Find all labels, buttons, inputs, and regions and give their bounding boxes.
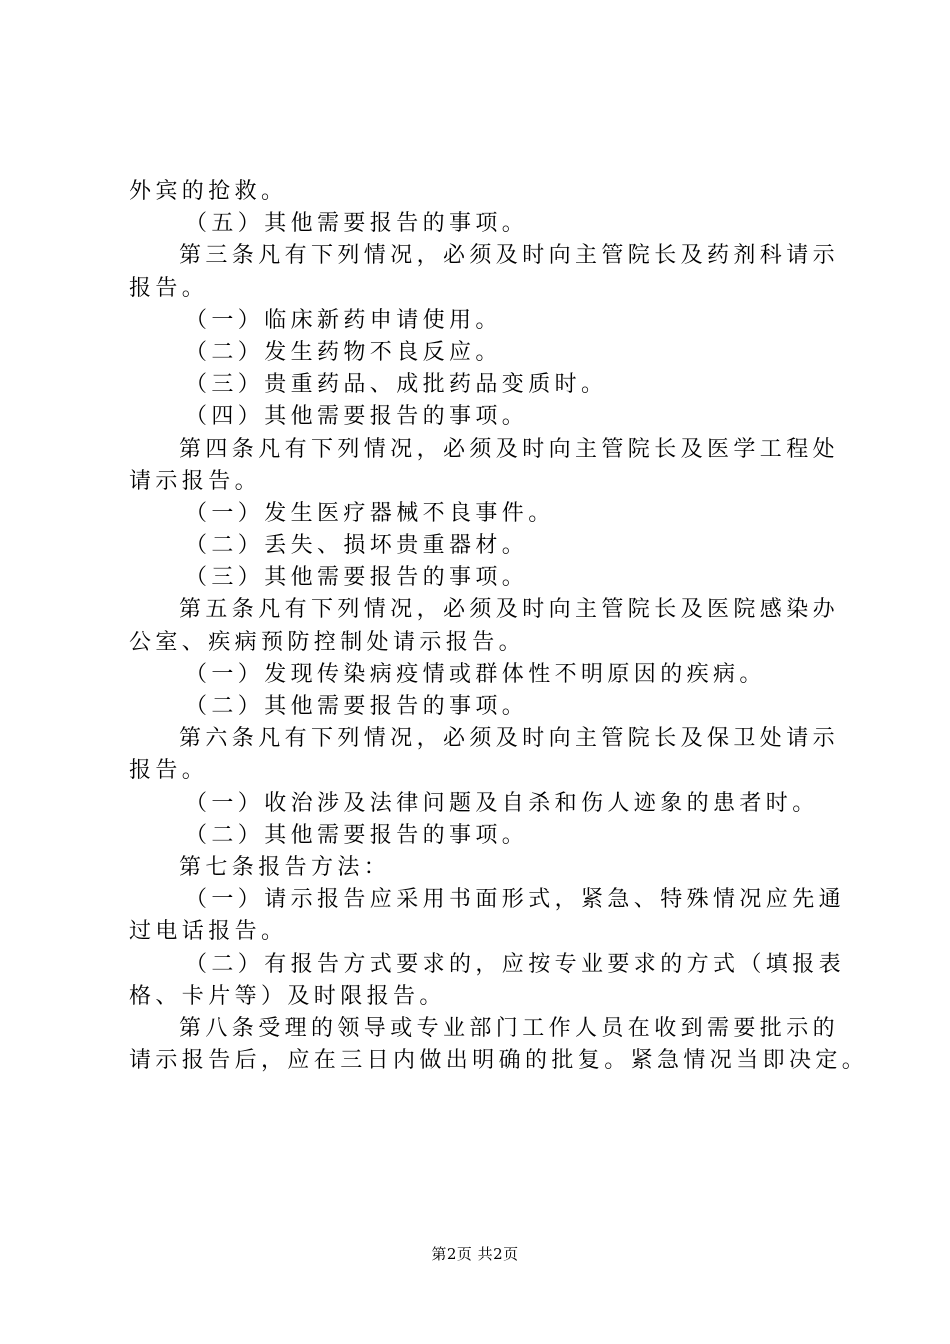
text-line: 第七条报告方法：	[179, 854, 391, 880]
text-line: 格、卡片等）及时限报告。	[129, 983, 446, 1009]
text-line: 请示报告后，应在三日内做出明确的批复。紧急情况当即决定。	[129, 1048, 869, 1074]
text-line: （二）丢失、损坏贵重器材。	[185, 533, 529, 559]
text-line: 报告。	[129, 275, 209, 301]
text-line: 过电话报告。	[129, 919, 288, 945]
text-line: （一）发生医疗器械不良事件。	[185, 500, 555, 526]
text-line: （一）发现传染病疫情或群体性不明原因的疾病。	[185, 661, 766, 687]
text-line: （三）其他需要报告的事项。	[185, 565, 529, 591]
text-line: （三）贵重药品、成批药品变质时。	[185, 372, 608, 398]
text-line: 报告。	[129, 758, 209, 784]
text-line: （一）临床新药申请使用。	[185, 307, 502, 333]
text-line: （一）请示报告应采用书面形式，紧急、特殊情况应先通	[185, 887, 846, 913]
document-body	[129, 176, 869, 1077]
text-line: （四）其他需要报告的事项。	[185, 404, 529, 430]
text-line: （二）发生药物不良反应。	[185, 339, 502, 365]
text-line: 请示报告。	[129, 468, 262, 494]
text-line: （二）其他需要报告的事项。	[185, 822, 529, 848]
page-footer: 第2页 共2页	[431, 1245, 519, 1263]
text-line: 公室、疾病预防控制处请示报告。	[129, 629, 526, 655]
text-line: 外宾的抢救。	[129, 179, 288, 204]
text-line: 第四条凡有下列情况，必须及时向主管院长及医学工程处	[179, 436, 840, 462]
text-line: 第五条凡有下列情况，必须及时向主管院长及医院感染办	[179, 597, 840, 623]
text-line: 第三条凡有下列情况，必须及时向主管院长及药剂科请示	[179, 243, 840, 269]
text-line: （二）其他需要报告的事项。	[185, 694, 529, 719]
text-line: 第八条受理的领导或专业部门工作人员在收到需要批示的	[179, 1015, 840, 1041]
text-line: （二）有报告方式要求的，应按专业要求的方式（填报表	[185, 951, 846, 977]
text-line: （五）其他需要报告的事项。	[185, 211, 529, 237]
text-line: （一）收治涉及法律问题及自杀和伤人迹象的患者时。	[185, 790, 819, 816]
text-line: 第六条凡有下列情况，必须及时向主管院长及保卫处请示	[179, 726, 840, 752]
